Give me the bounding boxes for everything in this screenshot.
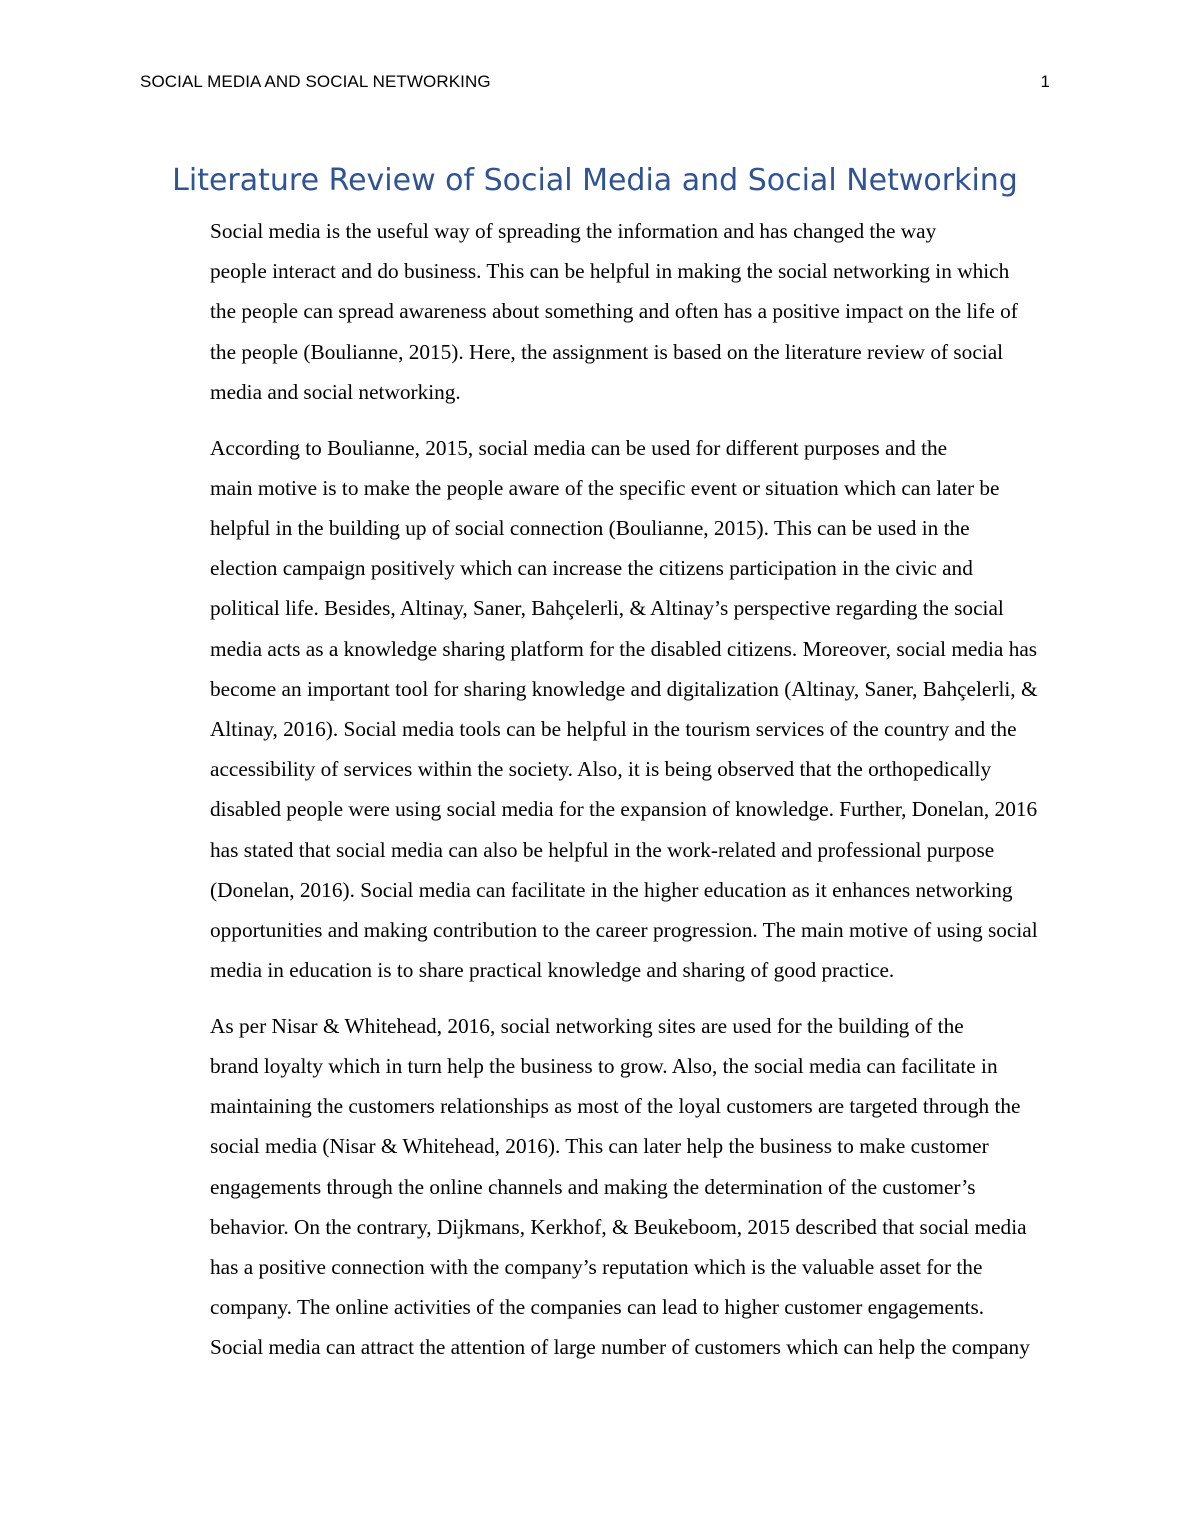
paragraph-line: Social media is the useful way of spreading the information and has changed the way <box>210 219 937 243</box>
paragraph-line: election campaign positively which can increase the citizens participation in the civic and <box>210 556 973 581</box>
paragraph-line: main motive is to make the people aware of the specific event or situation which can later be <box>210 475 1000 500</box>
paragraph-line: political life. Besides, Altinay, Saner, Bahçelerli, & Altinay’s perspective regarding the social <box>210 596 1004 621</box>
paragraph-line: the people (Boulianne, 2015). Here, the assignment is based on the literature review of social <box>210 339 1004 364</box>
paragraph-line: disabled people were using social media for the expansion of knowledge. Further, Donelan, 2016 <box>210 797 1038 822</box>
paragraph-line: As per Nisar & Whitehead, 2016, social networking sites are used for the building of the <box>210 1013 964 1038</box>
paragraph-line: the people can spread awareness about something and often has a positive impact on the life of <box>210 299 1018 324</box>
paragraph-line: accessibility of services within the society. Also, it is being observed that the orthopedically <box>210 757 992 782</box>
page-number: 1 <box>1040 72 1050 91</box>
paragraph-2 <box>140 428 1052 991</box>
paragraph-line: become an important tool for sharing knowledge and digitalization (Altinay, Saner, Bahçelerli, & <box>210 676 1038 701</box>
paragraph-line: brand loyalty which in turn help the business to grow. Also, the social media can facilitate in <box>210 1054 998 1079</box>
running-head: SOCIAL MEDIA AND SOCIAL NETWORKING <box>140 72 491 91</box>
paragraph-line: people interact and do business. This can be helpful in making the social networking in which <box>210 259 1010 284</box>
paragraph-line: media and social networking. <box>210 379 461 404</box>
paragraph-line: has a positive connection with the company’s reputation which is the valuable asset for the <box>210 1255 983 1280</box>
paragraph-line: opportunities and making contribution to the career progression. The main motive of using social <box>210 917 1038 942</box>
paragraph-line: According to Boulianne, 2015, social media can be used for different purposes and the <box>210 435 948 460</box>
paragraph-line: Social media can attract the attention of large number of customers which can help the company <box>210 1335 1030 1360</box>
document-body <box>140 211 1052 1383</box>
paragraph-line: maintaining the customers relationships as most of the loyal customers are targeted through the <box>210 1094 1021 1119</box>
paragraph-line: behavior. On the contrary, Dijkmans, Kerkhof, & Beukeboom, 2015 described that social media <box>210 1214 1027 1239</box>
paragraph-line: company. The online activities of the companies can lead to higher customer engagements. <box>210 1295 985 1320</box>
paragraph-3 <box>140 1006 1052 1368</box>
paragraph-line: has stated that social media can also be helpful in the work-related and professional purpose <box>210 837 995 862</box>
paragraph-line: (Donelan, 2016). Social media can facilitate in the higher education as it enhances networking <box>210 877 1013 902</box>
paragraph-line: media acts as a knowledge sharing platform for the disabled citizens. Moreover, social media has <box>210 636 1038 661</box>
paragraph-line: helpful in the building up of social connection (Boulianne, 2015). This can be used in the <box>210 515 970 540</box>
document-title: Literature Review of Social Media and Social Networking <box>172 163 1018 198</box>
paragraph-1 <box>140 211 1052 412</box>
paragraph-line: Altinay, 2016). Social media tools can be helpful in the tourism services of the country and the <box>210 716 1017 741</box>
paragraph-line: media in education is to share practical knowledge and sharing of good practice. <box>210 958 895 983</box>
paragraph-line: social media (Nisar & Whitehead, 2016). This can later help the business to make customer <box>210 1134 989 1159</box>
paragraph-line: engagements through the online channels and making the determination of the customer’s <box>210 1174 976 1199</box>
